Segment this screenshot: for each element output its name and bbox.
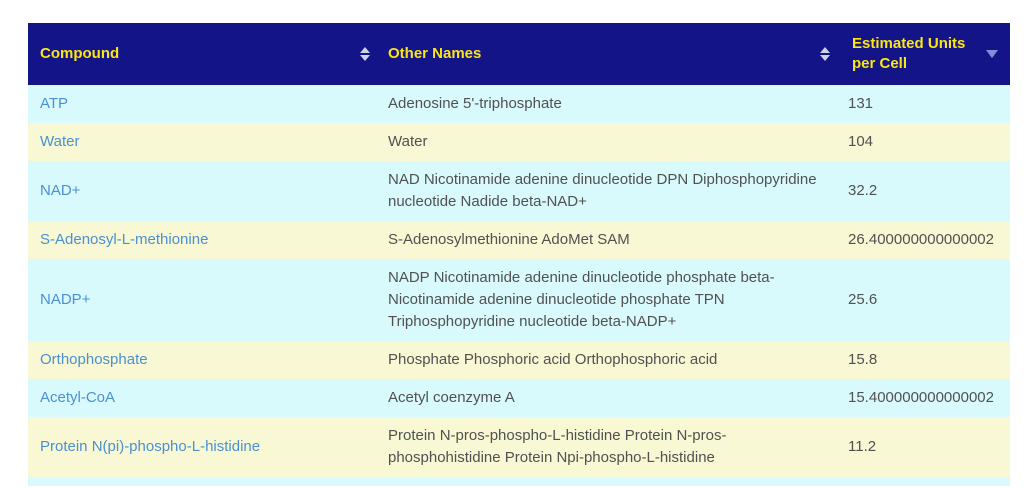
other-names-cell: Acetyl coenzyme A	[388, 389, 515, 406]
compound-link[interactable]: Orthophosphate	[40, 351, 148, 368]
sort-up-arrow-icon	[360, 47, 370, 53]
column-header-compound[interactable]	[28, 23, 380, 85]
table-row	[28, 123, 1010, 161]
sort-unsorted-icon[interactable]	[360, 47, 370, 61]
sort-down-arrow-icon	[820, 55, 830, 61]
sort-down-arrow-icon	[360, 55, 370, 61]
table-header-row	[28, 23, 1010, 85]
units-cell: 15.400000000000002	[848, 389, 994, 406]
other-names-cell: S-Adenosylmethionine AdoMet SAM	[388, 231, 630, 248]
table-row	[28, 85, 1010, 123]
sort-unsorted-icon[interactable]	[820, 47, 830, 61]
compounds-table	[28, 23, 1010, 486]
compound-cell	[28, 221, 380, 259]
column-header-compound-label: Compound	[40, 44, 120, 62]
units-cell: 25.6	[848, 291, 878, 308]
compound-link[interactable]: Protein N(pi)-phospho-L-histidine	[40, 438, 261, 455]
other-names-cell: Protein N-pros-phospho-L-histidine Protein N-pros-phosphohistidine Protein Npi-phospho-L-histidine	[388, 427, 727, 466]
other-names-cell: NADP Nicotinamide adenine dinucleotide phosphate beta-Nicotinamide adenine dinucleotide phosphate TPN Triphosphopyridine nucleotide beta-NADP+	[388, 269, 775, 330]
units-cell: 15.8	[848, 351, 878, 368]
table-row	[28, 379, 1010, 417]
compound-link[interactable]: ATP	[40, 95, 69, 112]
column-header-estimated-units[interactable]	[840, 23, 1010, 85]
compound-link[interactable]: S-Adenosyl-L-methionine	[40, 231, 209, 248]
compound-cell	[28, 172, 380, 210]
compound-link[interactable]: Water	[40, 133, 80, 150]
table-row	[28, 221, 1010, 259]
sort-up-arrow-icon	[820, 47, 830, 53]
units-cell: 11.2	[848, 438, 877, 455]
table-row	[28, 417, 1010, 477]
other-names-cell: Adenosine 5'-triphosphate	[388, 95, 562, 112]
column-header-other-names-label: Other Names	[388, 44, 482, 62]
column-header-other-names[interactable]	[380, 23, 840, 85]
compound-link[interactable]: NADP+	[40, 291, 91, 308]
table-row	[28, 259, 1010, 341]
units-cell: 131	[848, 95, 874, 112]
compound-cell	[28, 379, 380, 417]
compound-cell	[28, 341, 380, 379]
compound-cell	[28, 428, 380, 466]
other-names-cell: Phosphate Phosphoric acid Orthophosphoric acid	[388, 351, 718, 368]
units-cell: 26.400000000000002	[848, 231, 994, 248]
units-cell: 104	[848, 133, 874, 150]
units-cell: 32.2	[848, 182, 878, 199]
table-body	[28, 85, 1010, 477]
sort-descending-icon[interactable]	[986, 50, 998, 58]
compound-cell	[28, 85, 380, 123]
table-row	[28, 161, 1010, 221]
compound-cell	[28, 281, 380, 319]
column-header-estimated-units-label: Estimated Units per Cell	[852, 34, 966, 72]
compound-link[interactable]: NAD+	[40, 182, 81, 199]
other-names-cell: NAD Nicotinamide adenine dinucleotide DPN Diphosphopyridine nucleotide Nadide beta-NAD+	[388, 171, 817, 210]
other-names-cell: Water	[388, 133, 428, 150]
table-row-partial	[28, 477, 1010, 486]
compound-cell	[28, 123, 380, 161]
compound-link[interactable]: Acetyl-CoA	[40, 389, 116, 406]
table-row	[28, 341, 1010, 379]
